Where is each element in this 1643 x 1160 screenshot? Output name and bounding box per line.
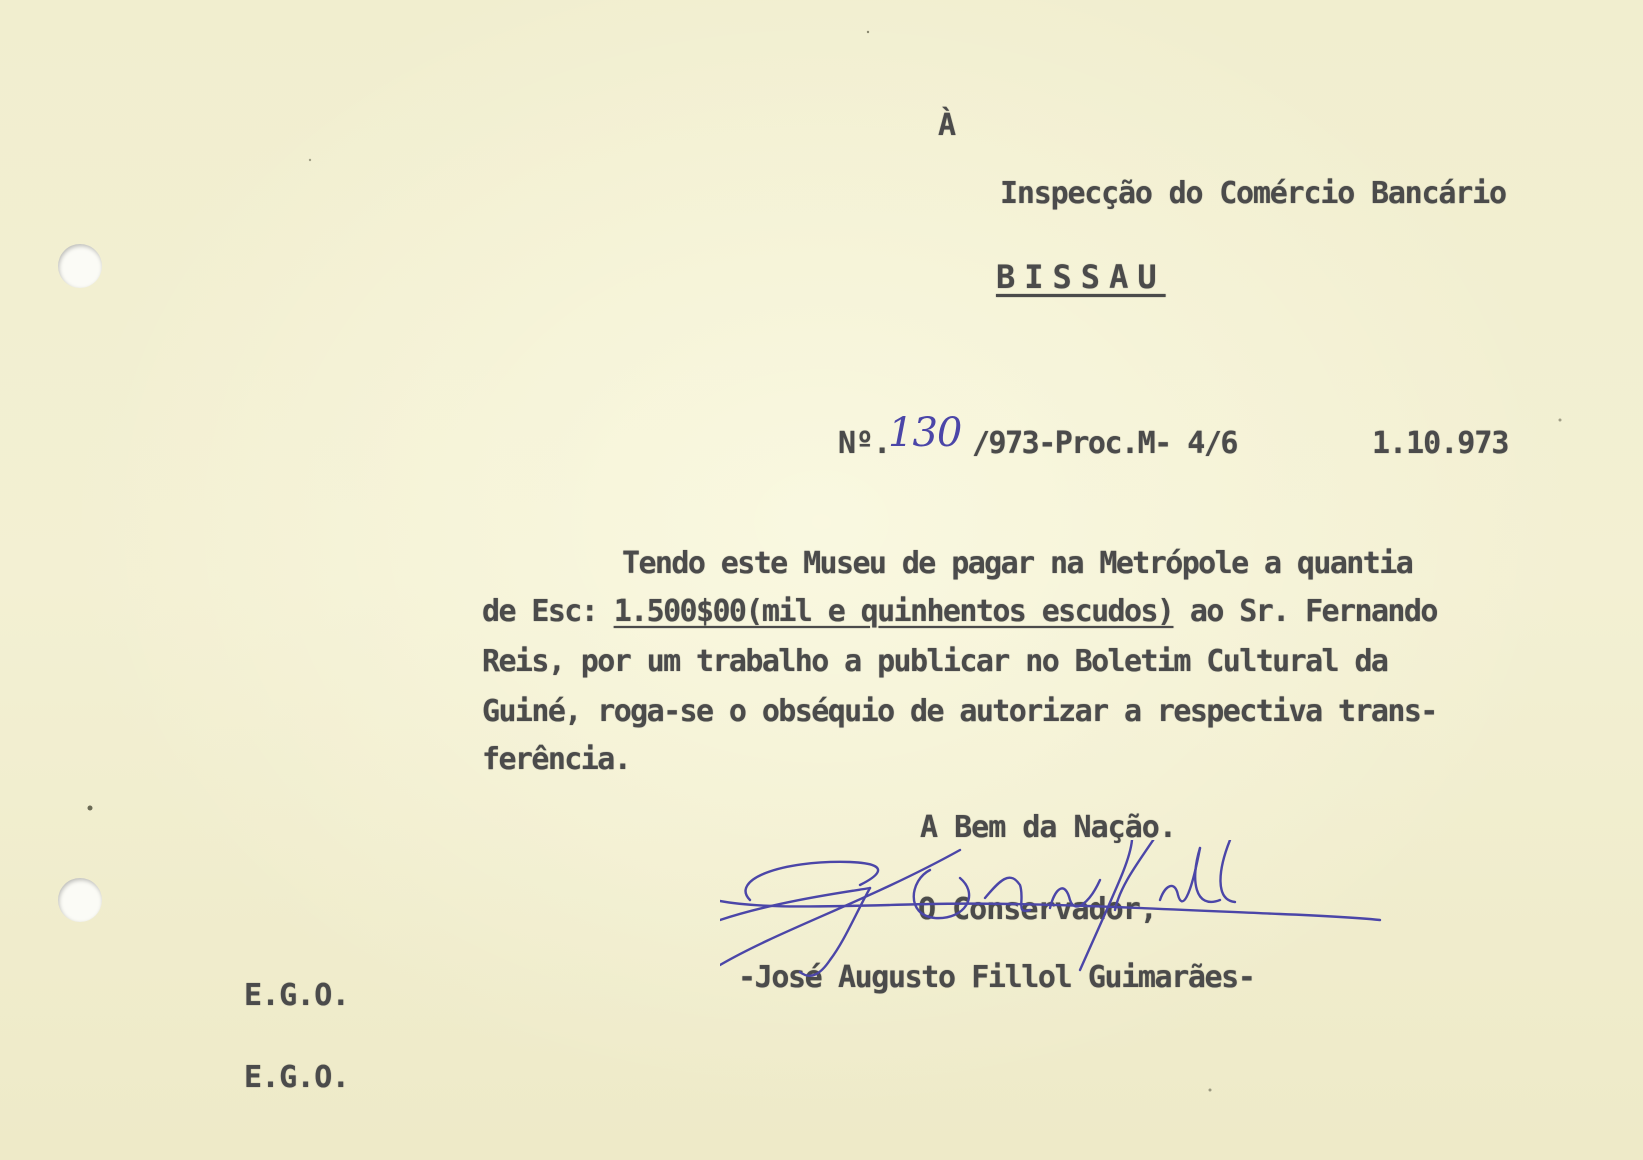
reference-handwritten-number: 130 [888,410,962,456]
handwritten-signature [720,840,1400,1020]
letter-date: 1.10.973 [1372,426,1509,461]
punch-hole-bottom [58,878,102,922]
punch-hole-top [58,244,102,288]
closing-salutation: A Bem da Nação. [920,810,1176,845]
amount: 1.500$00(mil e quinhentos escudos) [613,594,1174,629]
body-text: ao Sr. Fernando [1173,594,1437,629]
initials-mark: E.G.O. [244,1060,350,1095]
reference-process: /973-Proc.M- 4/6 [972,426,1237,461]
body-line: Guiné, roga-se o obséquio de autorizar a respectiva trans- [482,694,1437,729]
addressee-preposition: À [938,108,956,143]
body-text: de Esc: [482,594,614,629]
body-line: Reis, por um trabalho a publicar no Boletim Cultural da [482,644,1388,679]
signer-name: -José Augusto Fillol Guimarães- [738,960,1255,995]
body-line: Tendo este Museu de pagar na Metrópole a quantia [622,546,1413,581]
addressee: Inspecção do Comércio Bancário [1000,176,1506,211]
reference-prefix: Nº. [838,426,891,461]
body-line: ferência. [482,742,631,777]
initials-mark: E.G.O. [244,978,350,1013]
city: BISSAU [996,258,1166,296]
signer-role: O Conservador, [918,892,1157,927]
body-line [482,594,1437,629]
